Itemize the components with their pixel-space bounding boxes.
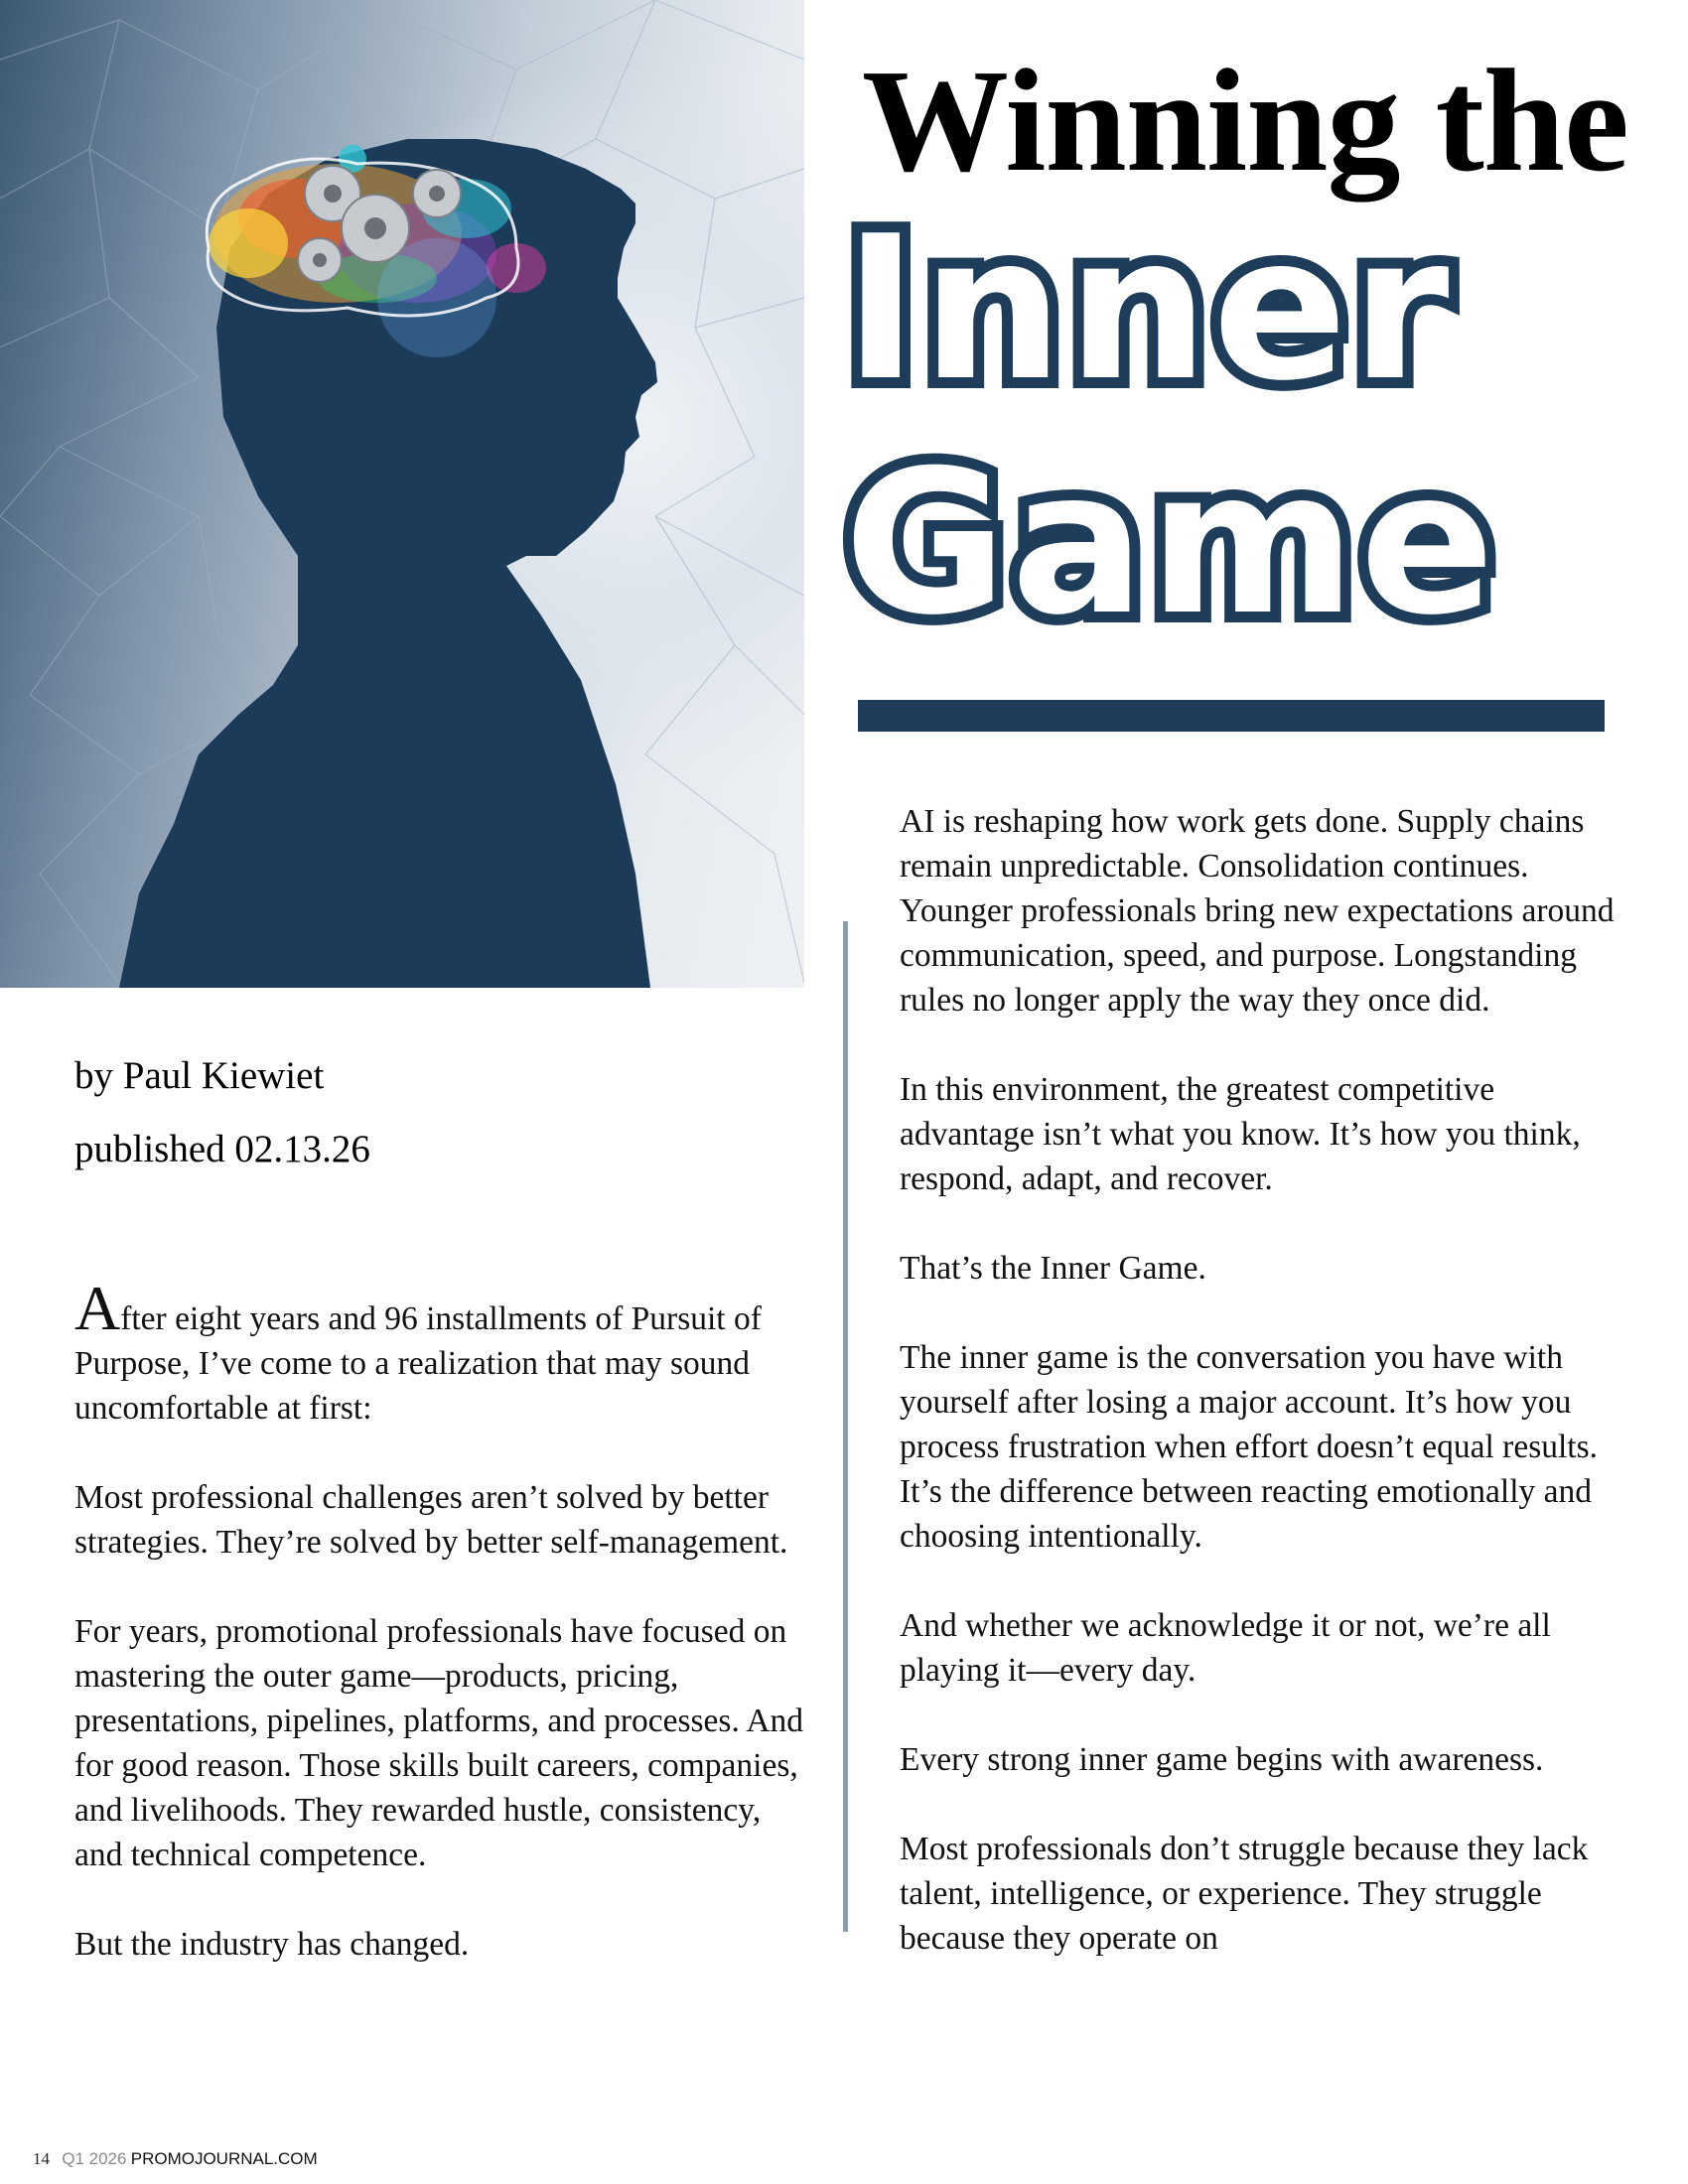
article-paragraph: Most professional challenges aren’t solved by better strategies. They’re solved by better self-management.: [74, 1479, 788, 1561]
published-date-value: 02.13.26: [234, 1128, 370, 1170]
article-paragraph: In this environment, the greatest competitive advantage isn’t what you know. It’s how you think, respond, adapt, and recover.: [900, 1071, 1581, 1197]
article-paragraph: That’s the Inner Game.: [900, 1250, 1206, 1287]
page-number: 14: [33, 2149, 50, 2168]
article-paragraph: AI is reshaping how work gets done. Supply chains remain unpredictable. Consolidation continues. Younger professionals bring new expectations around communication, speed, and purpose. Longstanding rules no longer apply the way they once did.: [900, 803, 1615, 1019]
author-byline: by Paul Kiewiet: [74, 1054, 325, 1097]
title-divider-bar: [858, 700, 1605, 732]
article-paragraph: For years, promotional professionals have focused on mastering the outer game—products, pricing, presentations, pipelines, platforms, and processes. And for good reason. Those skills built careers, companies, and livelihoods. They rewarded hustle, consistency, and technical competence.: [74, 1613, 804, 1873]
hero-image: [0, 0, 804, 988]
site-link[interactable]: PROMOJOURNAL.COM: [130, 2149, 318, 2168]
page-footer: [33, 2150, 318, 2167]
article-paragraph: And whether we acknowledge it or not, we’re all playing it—every day.: [900, 1607, 1551, 1689]
published-label: published: [74, 1128, 225, 1170]
article-paragraph: Most professionals don’t struggle because they lack talent, intelligence, or experience. They struggle because they operate on: [900, 1831, 1589, 1957]
head-silhouette-illustration: [0, 0, 804, 988]
published-date: [74, 1130, 370, 1168]
article-paragraph: Every strong inner game begins with awareness.: [900, 1741, 1544, 1778]
article-paragraph: The inner game is the conversation you have with yourself after losing a major account. It’s how you process frustration when effort doesn’t equal results. It’s the difference between reacting emotionally and choosing intentionally.: [900, 1339, 1599, 1555]
drop-cap: A: [74, 1273, 121, 1343]
article-title-game: Game: [844, 428, 1499, 659]
issue-label: Q1 2026: [62, 2149, 127, 2168]
article-paragraph: But the industry has changed.: [74, 1926, 470, 1963]
article-right-column: [900, 799, 1634, 2005]
article-left-column: [74, 1273, 809, 2011]
column-divider-rule: [843, 921, 848, 1932]
article-title-inner: Inner: [844, 194, 1454, 425]
article-title-line1: Winning the: [862, 40, 1628, 203]
article-paragraph: After eight years and 96 installments of Pursuit of Purpose, I’ve come to a realization that may sound uncomfortable at first:: [74, 1273, 762, 1427]
